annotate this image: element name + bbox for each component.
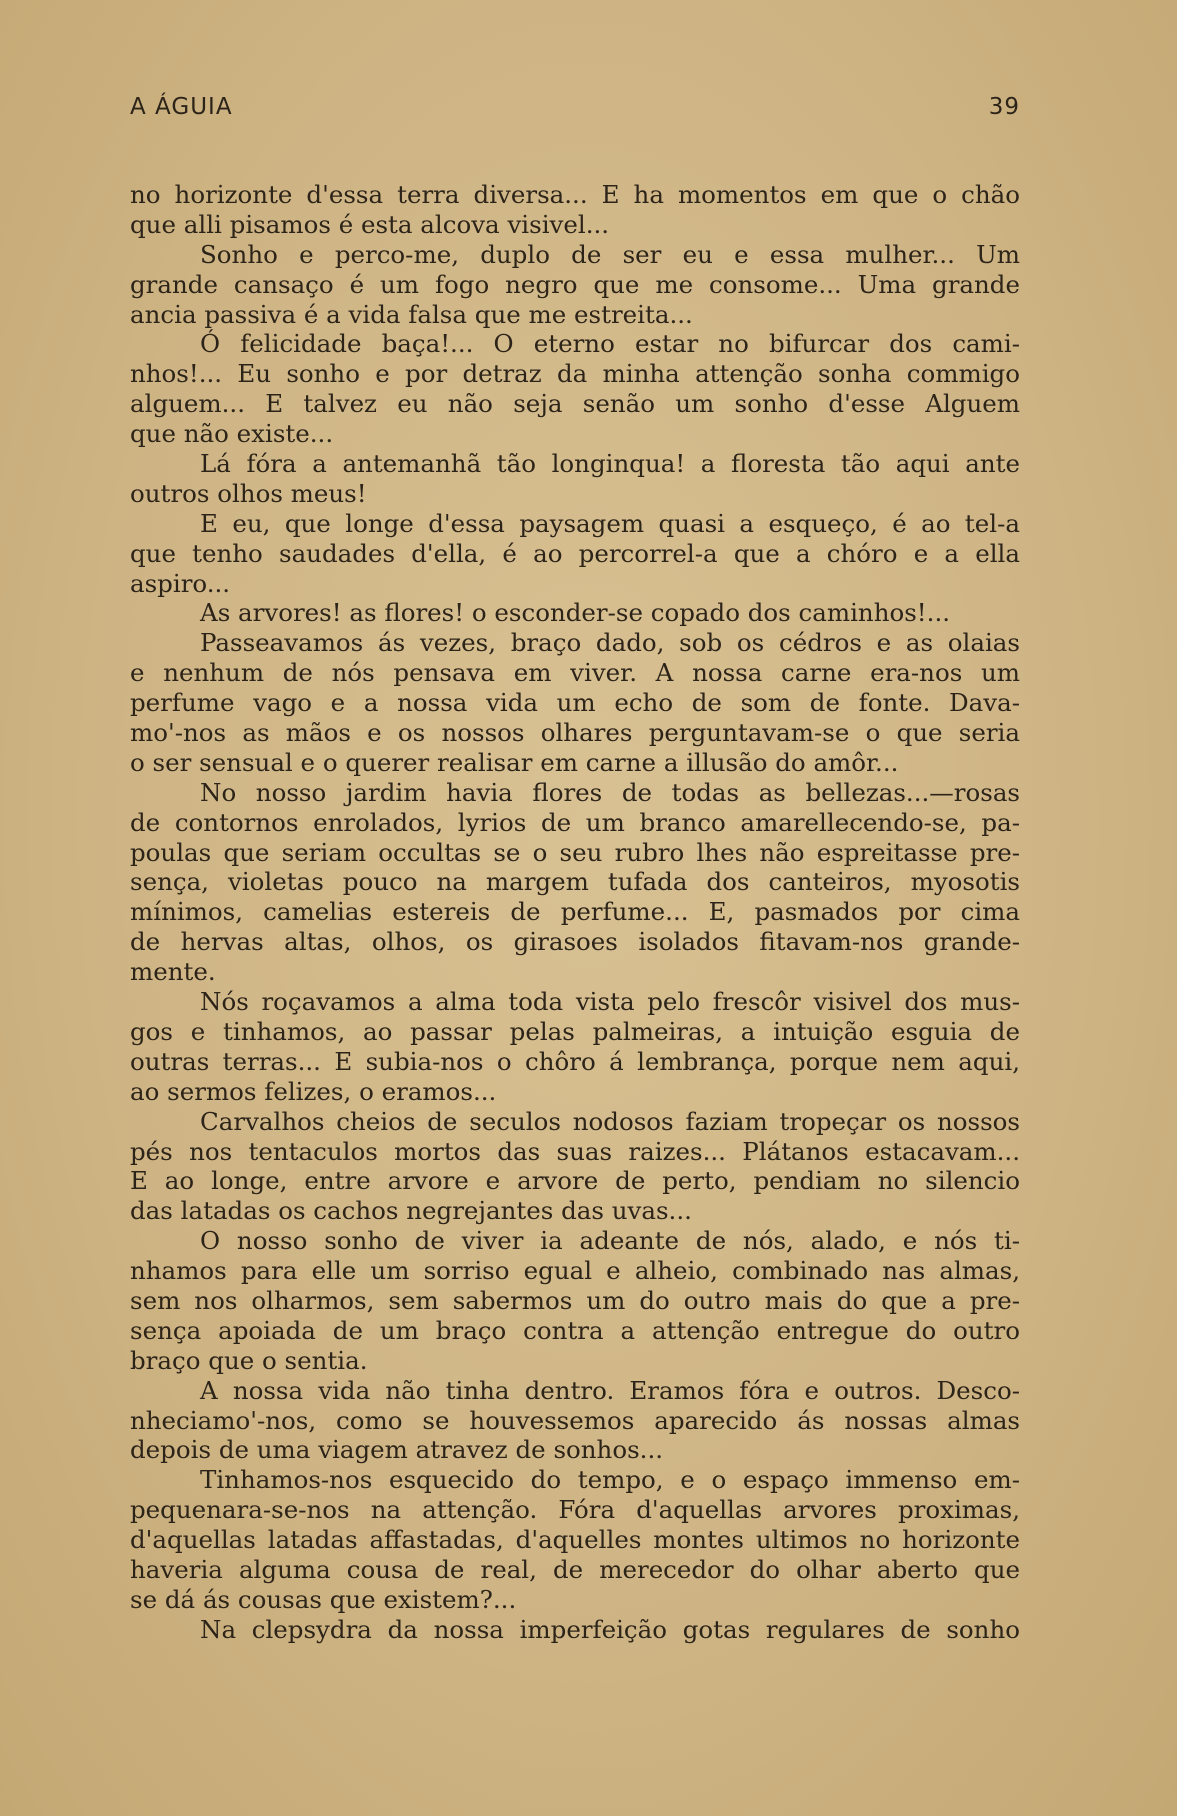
text-line: poulas que seriam occultas se o seu rubro lhes não espreitasse pre-: [130, 837, 1020, 867]
text-line: As arvores! as flores! o esconder-se copado dos caminhos!...: [200, 598, 951, 628]
text-line: gos e tinhamos, ao passar pelas palmeiras, a intuição esguia de: [130, 1016, 1020, 1046]
text-line: que não existe...: [130, 419, 334, 449]
text-line: ancia passiva é a vida falsa que me estreita...: [130, 299, 693, 329]
text-line: haveria alguma cousa de real, de merecedor do olhar aberto que: [130, 1554, 1020, 1584]
text-line: e nenhum de nós pensava em viver. A nossa carne era-nos um: [130, 658, 1020, 688]
text-line: ao sermos felizes, o eramos...: [130, 1076, 497, 1106]
text-line: que alli pisamos é esta alcova visivel...: [130, 209, 610, 239]
text-line: Sonho e perco-me, duplo de ser eu e essa mulher... Um: [200, 239, 1020, 269]
text-line: de contornos enrolados, lyrios de um branco amarellecendo-se, pa-: [130, 807, 1020, 837]
text-line: se dá ás cousas que existem?...: [130, 1584, 517, 1614]
text-line: mente.: [130, 957, 216, 987]
text-line: nhamos para elle um sorriso egual e alheio, combinado nas almas,: [130, 1256, 1020, 1286]
text-line: grande cansaço é um fogo negro que me consome... Uma grande: [130, 269, 1020, 299]
running-head: [130, 94, 1020, 130]
text-line: que tenho saudades d'ella, é ao percorrel-a que a chóro e a ella: [130, 538, 1020, 568]
text-line: O nosso sonho de viver ia adeante de nós, alado, e nós ti-: [200, 1226, 1020, 1256]
text-line: pequenara-se-nos na attenção. Fóra d'aquellas arvores proximas,: [130, 1495, 1020, 1525]
text-line: Carvalhos cheios de seculos nodosos faziam tropeçar os nossos: [200, 1106, 1020, 1136]
text-line: Ó felicidade baça!... O eterno estar no bifurcar dos cami-: [200, 329, 1020, 359]
text-line: E eu, que longe d'essa paysagem quasi a esqueço, é ao tel-a: [200, 508, 1020, 538]
text-line: depois de uma viagem atravez de sonhos...: [130, 1435, 664, 1465]
text-line: No nosso jardim havia flores de todas as bellezas...—rosas: [200, 777, 1020, 807]
text-line: Lá fóra a antemanhã tão longinqua! a floresta tão aqui ante: [200, 449, 1020, 479]
text-line: Passeavamos ás vezes, braço dado, sob os cédros e as olaias: [200, 628, 1020, 658]
text-line: A nossa vida não tinha dentro. Eramos fóra e outros. Desco-: [200, 1375, 1020, 1405]
text-line: sença, violetas pouco na margem tufada dos canteiros, myosotis: [130, 867, 1020, 897]
text-line: sem nos olharmos, sem sabermos um do outro mais do que a pre-: [130, 1285, 1020, 1315]
text-line: aspiro...: [130, 568, 231, 598]
text-line: no horizonte d'essa terra diversa... E ha momentos em que o chão: [130, 180, 1020, 209]
text-line: pés nos tentaculos mortos das suas raizes... Plátanos estacavam...: [130, 1136, 1020, 1166]
text-line: Tinhamos-nos esquecido do tempo, e o espaço immenso em-: [200, 1465, 1020, 1495]
text-line: o ser sensual e o querer realisar em carne a illusão do amôr...: [130, 747, 899, 777]
text-line: mo'-nos as mãos e os nossos olhares perguntavam-se o que seria: [130, 718, 1020, 748]
text-line: perfume vago e a nossa vida um echo de som de fonte. Dava-: [130, 688, 1020, 718]
text-line: outras terras... E subia-nos o chôro á lembrança, porque nem aqui,: [130, 1046, 1020, 1076]
text-line: d'aquellas latadas affastadas, d'aquelles montes ultimos no horizonte: [130, 1525, 1020, 1555]
text-line: braço que o sentia.: [130, 1345, 368, 1375]
text-line: alguem... E talvez eu não seja senão um sonho d'esse Alguem: [130, 389, 1020, 419]
text-line: das latadas os cachos negrejantes das uvas...: [130, 1196, 692, 1226]
text-line: sença apoiada de um braço contra a attenção entregue do outro: [130, 1315, 1020, 1345]
text-line: mínimos, camelias estereis de perfume... E, pasmados por cima: [130, 897, 1020, 927]
running-head-title: A ÁGUIA: [130, 94, 233, 120]
text-line: Nós roçavamos a alma toda vista pelo frescôr visivel dos mus-: [200, 987, 1020, 1017]
text-line: nheciamo'-nos, como se houvessemos aparecido ás nossas almas: [130, 1405, 1020, 1435]
text-line: Na clepsydra da nossa imperfeição gotas regulares de sonho: [200, 1614, 1020, 1644]
text-line: outros olhos meus!: [130, 478, 367, 508]
body-text: [130, 180, 1020, 1645]
page-number: 39: [988, 94, 1020, 120]
text-line: E ao longe, entre arvore e arvore de perto, pendiam no silencio: [130, 1166, 1020, 1196]
text-line: de hervas altas, olhos, os girasoes isolados fitavam-nos grande-: [130, 927, 1020, 957]
text-line: nhos!... Eu sonho e por detraz da minha attenção sonha commigo: [130, 359, 1020, 389]
